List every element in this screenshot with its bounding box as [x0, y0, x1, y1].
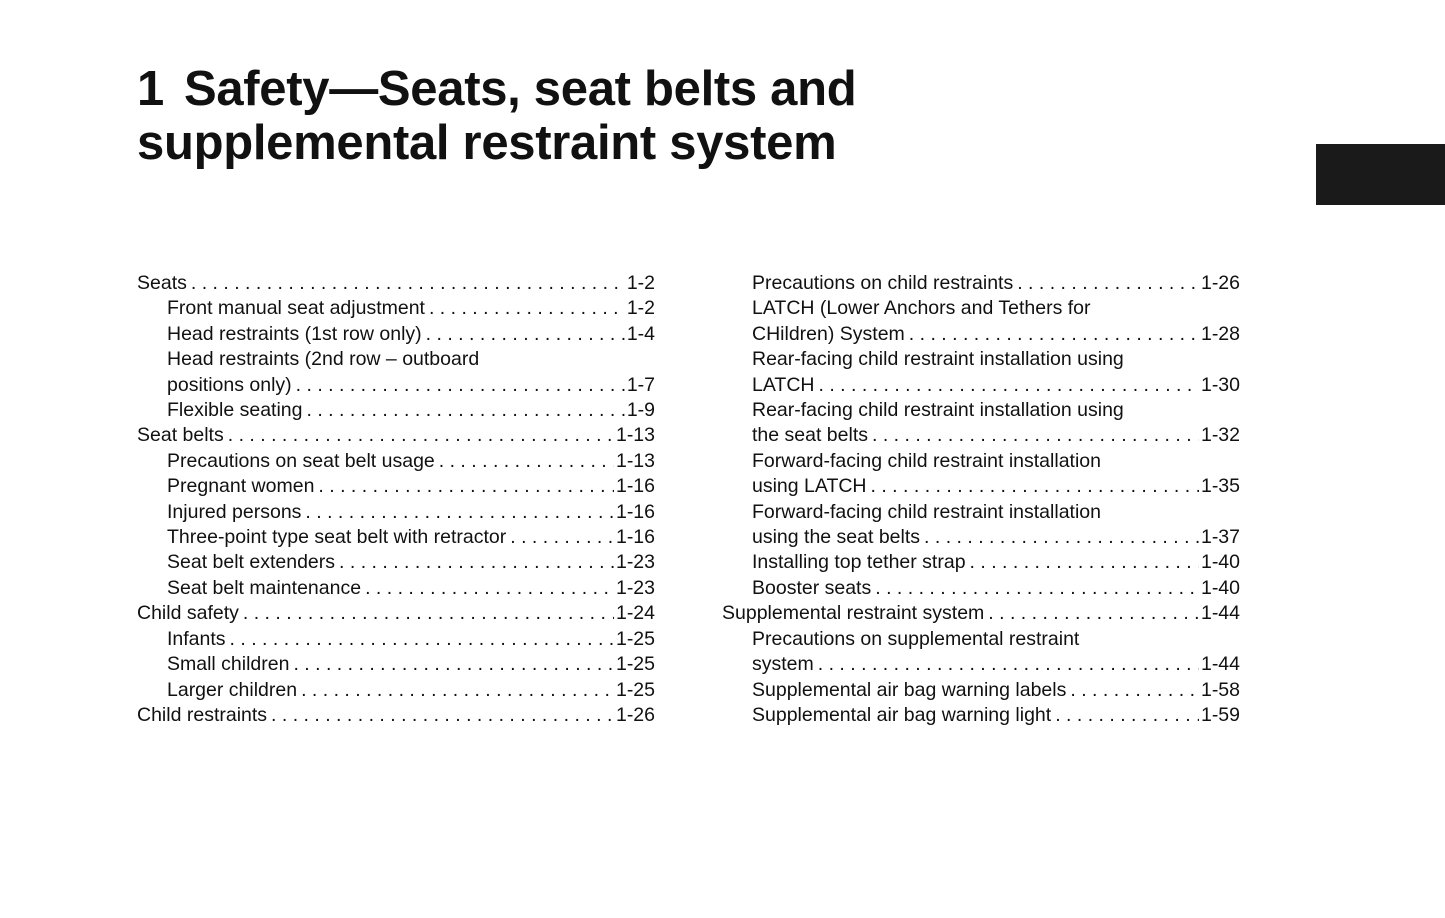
toc-entry-label: Front manual seat adjustment — [167, 297, 425, 320]
chapter-thumb-tab — [1316, 144, 1445, 205]
toc-entry-label: system — [752, 653, 814, 676]
toc-entry-page-number: 1-24 — [615, 602, 655, 625]
toc-entry-page-number: 1-30 — [1200, 373, 1240, 396]
dot-leader — [909, 322, 1199, 347]
chapter-title-text-1: Safety—Seats, seat belts and — [183, 62, 857, 116]
toc-entry-page-number: 1-13 — [615, 449, 655, 472]
toc-entry-page-number: 1-28 — [1200, 322, 1240, 345]
toc-entry-the-seat-belts[interactable] — [722, 398, 1240, 449]
toc-entry-label-first-line: Precautions on supplemental restraint — [752, 627, 1080, 650]
toc-entry-larger-children[interactable] — [137, 678, 655, 703]
toc-entry-page-number: 1-23 — [615, 551, 655, 574]
toc-entry-supplemental-air-bag-warning-light[interactable] — [722, 703, 1240, 728]
dot-leader — [818, 652, 1199, 677]
dot-leader — [365, 576, 614, 601]
dot-leader — [318, 474, 614, 499]
toc-entry-page-number: 1-44 — [1200, 602, 1240, 625]
toc-entry-label: Three-point type seat belt with retractor — [167, 526, 507, 549]
toc-entry-page-number: 1-2 — [626, 297, 655, 320]
toc-entry-supplemental-restraint-system[interactable] — [722, 601, 1240, 626]
dot-leader — [191, 271, 625, 296]
dot-leader — [875, 576, 1199, 601]
toc-entry-label: Precautions on seat belt usage — [167, 449, 435, 472]
toc-entry-flexible-seating[interactable] — [137, 398, 655, 423]
toc-entry-label: Child safety — [137, 602, 239, 625]
toc-entry-label: Booster seats — [752, 576, 872, 599]
toc-entry-label: the seat belts — [752, 424, 868, 447]
dot-leader — [1017, 271, 1199, 296]
toc-entry-child-restraints[interactable] — [137, 703, 655, 728]
dot-leader — [988, 601, 1199, 626]
toc-entry-page-number: 1-58 — [1200, 678, 1240, 701]
toc-entry-page-number: 1-40 — [1200, 576, 1240, 599]
toc-entry-label: Seat belts — [137, 424, 224, 447]
toc-entry-page-number: 1-25 — [615, 678, 655, 701]
toc-entry-label: Installing top tether strap — [752, 551, 966, 574]
toc-entry-label: using the seat belts — [752, 526, 921, 549]
dot-leader — [243, 601, 614, 626]
toc-entry-label: LATCH — [752, 373, 815, 396]
chapter-title — [137, 62, 856, 170]
toc-entry-supplemental-air-bag-warning-labels[interactable] — [722, 678, 1240, 703]
dot-leader — [429, 296, 625, 321]
toc-entry-head-restraints-1st-row-only[interactable] — [137, 322, 655, 347]
toc-entry-seat-belts[interactable] — [137, 423, 655, 448]
toc-entry-positions-only[interactable] — [137, 347, 655, 398]
toc-entry-label: Head restraints (1st row only) — [167, 322, 422, 345]
dot-leader — [871, 474, 1199, 499]
toc-entry-label: Small children — [167, 653, 290, 676]
toc-entry-label: Supplemental restraint system — [722, 602, 985, 625]
toc-entry-label: Flexible seating — [167, 399, 303, 422]
toc-entry-booster-seats[interactable] — [722, 576, 1240, 601]
chapter-number: 1 — [137, 62, 164, 116]
toc-entry-injured-persons[interactable] — [137, 500, 655, 525]
toc-entry-installing-top-tether-strap[interactable] — [722, 550, 1240, 575]
toc-entry-page-number: 1-16 — [615, 475, 655, 498]
dot-leader — [230, 627, 614, 652]
toc-entry-label: CHildren) System — [752, 322, 905, 345]
toc-entry-page-number: 1-16 — [615, 500, 655, 523]
toc-entry-page-number: 1-25 — [615, 653, 655, 676]
chapter-title-line-1 — [137, 62, 856, 116]
toc-entry-label: Seat belt maintenance — [167, 576, 362, 599]
toc-entry-page-number: 1-44 — [1200, 653, 1240, 676]
toc-entry-page-number: 1-7 — [626, 373, 655, 396]
dot-leader — [439, 449, 614, 474]
toc-entry-seat-belt-extenders[interactable] — [137, 550, 655, 575]
toc-entry-page-number: 1-9 — [626, 399, 655, 422]
dot-leader — [296, 373, 625, 398]
toc-entry-child-safety[interactable] — [137, 601, 655, 626]
toc-entry-small-children[interactable] — [137, 652, 655, 677]
dot-leader — [228, 423, 614, 448]
toc-entry-label: Larger children — [167, 678, 298, 701]
toc-entry-page-number: 1-16 — [615, 526, 655, 549]
toc-entry-latch[interactable] — [722, 347, 1240, 398]
toc-entry-label: Supplemental air bag warning light — [752, 703, 1052, 726]
toc-entry-using-the-seat-belts[interactable] — [722, 500, 1240, 551]
dot-leader — [1070, 678, 1199, 703]
dot-leader — [426, 322, 625, 347]
toc-entry-label: Injured persons — [167, 500, 302, 523]
toc-entry-label: Precautions on child restraints — [752, 272, 1014, 294]
toc-left-column — [137, 271, 655, 728]
dot-leader — [301, 678, 614, 703]
toc-entry-three-point-type-seat-belt-with-retractor[interactable] — [137, 525, 655, 550]
toc-right-column — [722, 271, 1240, 728]
toc-entry-children-system[interactable] — [722, 296, 1240, 347]
toc-entry-label: Infants — [167, 627, 226, 650]
toc-entry-label: Pregnant women — [167, 475, 315, 498]
dot-leader — [1055, 703, 1199, 728]
dot-leader — [970, 550, 1199, 575]
toc-entry-label-first-line: Head restraints (2nd row – outboard — [167, 348, 480, 371]
toc-entry-label-first-line: LATCH (Lower Anchors and Tethers for — [752, 297, 1091, 320]
toc-entry-label: Seat belt extenders — [167, 551, 336, 574]
toc-entry-page-number: 1-2 — [626, 272, 655, 294]
toc-entry-page-number: 1-40 — [1200, 551, 1240, 574]
toc-entry-seats[interactable] — [137, 271, 655, 296]
toc-entry-page-number: 1-59 — [1200, 703, 1240, 726]
toc-entry-page-number: 1-32 — [1200, 424, 1240, 447]
toc-entry-label: positions only) — [167, 373, 292, 396]
toc-entry-page-number: 1-37 — [1200, 526, 1240, 549]
toc-entry-pregnant-women[interactable] — [137, 474, 655, 499]
toc-entry-label: using LATCH — [752, 475, 867, 498]
toc-entry-label-first-line: Forward-facing child restraint installation — [752, 500, 1101, 523]
toc-entry-label: Child restraints — [137, 703, 268, 726]
dot-leader — [293, 652, 614, 677]
toc-entry-using-latch[interactable] — [722, 449, 1240, 500]
dot-leader — [872, 423, 1199, 448]
dot-leader — [305, 500, 614, 525]
toc-entry-page-number: 1-23 — [615, 576, 655, 599]
toc-entry-precautions-on-seat-belt-usage[interactable] — [137, 449, 655, 474]
toc-entry-label-first-line: Rear-facing child restraint installation using — [752, 399, 1124, 422]
toc-entry-system[interactable] — [722, 627, 1240, 678]
toc-entry-page-number: 1-35 — [1200, 475, 1240, 498]
toc-entry-front-manual-seat-adjustment[interactable] — [137, 296, 655, 321]
toc-entry-page-number: 1-25 — [615, 627, 655, 650]
toc-entry-page-number: 1-26 — [615, 703, 655, 726]
dot-leader — [818, 373, 1198, 398]
toc-entry-page-number: 1-4 — [626, 322, 655, 345]
toc-entry-label: Seats — [137, 272, 187, 294]
dot-leader — [339, 550, 614, 575]
toc-entry-seat-belt-maintenance[interactable] — [137, 576, 655, 601]
toc-entry-infants[interactable] — [137, 627, 655, 652]
dot-leader — [510, 525, 614, 550]
toc-entry-precautions-on-child-restraints[interactable] — [722, 271, 1240, 296]
dot-leader — [271, 703, 614, 728]
toc-entry-page-number: 1-13 — [615, 424, 655, 447]
chapter-title-line-2: supplemental restraint system — [137, 116, 837, 170]
toc-entry-page-number: 1-26 — [1200, 272, 1240, 294]
toc-entry-label-first-line: Rear-facing child restraint installation using — [752, 348, 1124, 371]
dot-leader — [307, 398, 625, 423]
toc-entry-label-first-line: Forward-facing child restraint installation — [752, 449, 1101, 472]
toc-entry-label: Supplemental air bag warning labels — [752, 678, 1067, 701]
dot-leader — [924, 525, 1199, 550]
